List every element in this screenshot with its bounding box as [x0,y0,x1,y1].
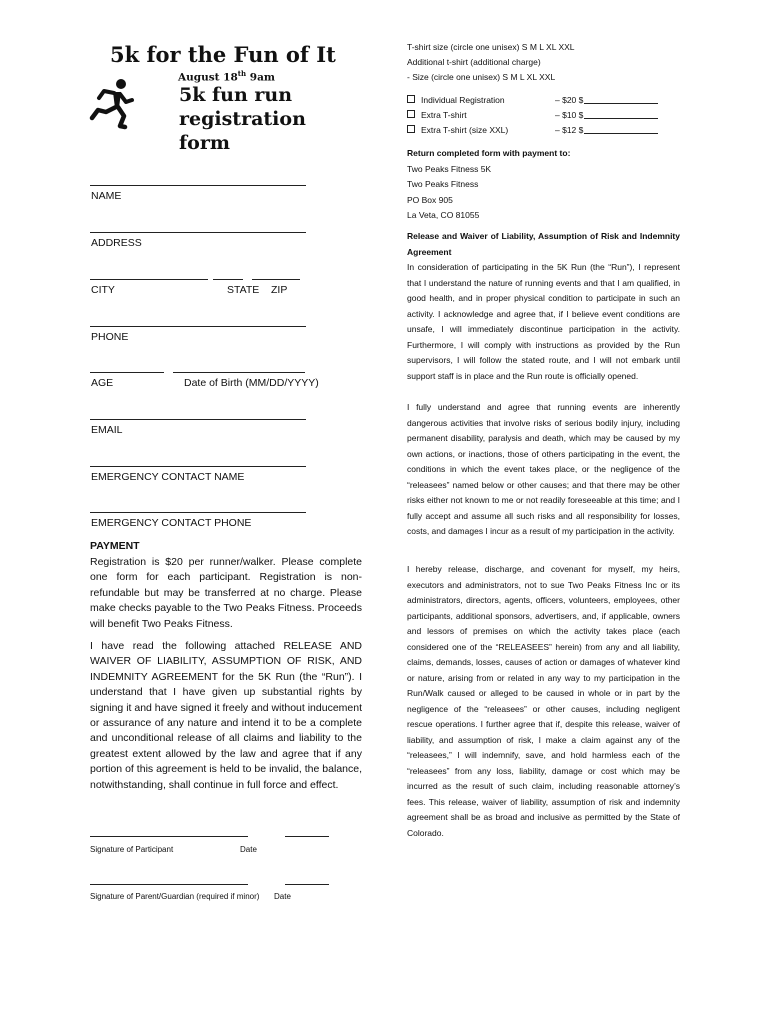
participant-signature-line[interactable] [90,836,248,837]
tshirt-size-line: T-shirt size (circle one unisex) S M L XL XXL [407,42,575,52]
additional-tshirt-size-line: - Size (circle one unisex) S M L XL XXL [407,72,556,82]
return-line-2: Two Peaks Fitness [407,179,479,189]
payment-heading: PAYMENT [90,540,140,552]
emergency-name-input-line[interactable] [90,466,306,467]
name-input-line[interactable] [90,185,306,186]
checkbox-icon[interactable] [407,95,415,103]
waiver-paragraph-2: I fully understand and agree that running events are inherently dangerous activities that involve risks of serious bodily injury, including permanent disability, paralysis and death, which may be caused by my own actions, or inactions, those of others participating in the event, the conditions in which the event takes place, or the negligence of the “releasees” named below or other causes; and that there may be other risks either not known to me or not readily foreseeable at this time; and I fully accept and assume all such risks and all responsibility for losses, costs, and damages I incur as a result of my participation in the activity. [407,402,680,536]
guardian-date-label: Date [274,892,291,901]
subtitle-line-2: registration [179,108,306,130]
return-line-4: La Veta, CO 81055 [407,210,480,220]
emergency-name-label: EMERGENCY CONTACT NAME [91,471,245,483]
option-price: – $20 $ [555,95,658,105]
participant-signature-label: Signature of Participant [90,845,174,854]
emergency-phone-input-line[interactable] [90,512,306,513]
waiver-paragraph-1: In consideration of participating in the 5K Run (the “Run”), I represent that I understand the nature of running events and that I am qualified, in good health, and in proper physical condition to participate in such an activity. I acknowledge and agree that, if I believe event conditions are unsafe, I will immediately discontinue participation in the activity. Furthermore, I will comply with instructions as provided by the Run supervisors, I will follow the stated route, and I will not embark until support staff is in place and the Run route is officially opened. [407,262,680,381]
amount-blank[interactable] [584,125,658,134]
address-label: ADDRESS [91,237,142,249]
option-extra-tshirt-xxl[interactable] [407,125,584,137]
state-input-line[interactable] [213,279,243,280]
age-label: AGE [91,377,114,389]
checkbox-icon[interactable] [407,125,415,133]
event-date-suffix: th [237,69,247,78]
event-title: 5k for the Fun of It [110,42,336,67]
email-label: EMAIL [91,424,123,436]
guardian-date-line[interactable] [285,884,329,885]
option-label: Extra T-shirt (size XXL) [421,125,509,135]
email-input-line[interactable] [90,419,306,420]
zip-input-line[interactable] [252,279,300,280]
form-subtitle [179,83,349,155]
amount-blank[interactable] [584,110,658,119]
waiver-paragraph-3: I hereby release, discharge, and covenant for myself, my heirs, executors and administrators, not to sue Two Peaks Fitness Inc or its administrators, directors, agents, officers, volunteers, employees, other participants, additional sponsors, advertisers, and, if applicable, owners and lessors of premises on which the activity takes place (each considered one of the “RELEASEES” herein) from any and all liability, claims, demands, losses, causes of action or damages of whatever kind or nature, arising from or related in any way to my participation in the Run/Walk caused or alleged to be caused in whole or in part by the negligence of the “releasees” or other causes, including negligent rescue operations. I further agree that if, despite this release, waiver of liability, and assumption of risk, I make a claim against any of the “releasees,” I will indemnify, save, and hold harmless each of the “releasees” from any loss, liability, damage or cost which may be incurred as the result of such claim, including reasonable attorney’s fees. This release, waiver of liability, assumption of risk and indemnity agreement shall be as broad and inclusive as permitted by the State of Colorado. [407,564,680,838]
dob-label: Date of Birth (MM/DD/YYYY) [184,377,319,389]
emergency-phone-label: EMERGENCY CONTACT PHONE [91,517,252,529]
option-price: – $10 $ [555,110,658,120]
city-label: CITY [91,284,115,296]
subtitle-line-3: form [179,132,230,154]
phone-input-line[interactable] [90,326,306,327]
option-label: Individual Registration [421,95,505,105]
option-individual-registration[interactable] [407,95,584,107]
event-date [178,69,275,84]
option-extra-tshirt[interactable] [407,110,584,122]
event-date-day: August 18 [178,71,238,84]
subtitle-line-1: 5k fun run [179,84,293,106]
phone-label: PHONE [91,331,129,343]
return-heading: Return completed form with payment to: [407,148,571,158]
runner-icon [88,78,136,130]
name-label: NAME [91,190,122,202]
agreement-text: I have read the following attached RELEASE AND WAIVER OF LIABILITY, ASSUMPTION OF RISK, AND INDEMNITY AGREEMENT for the 5K Run (the “Run”). I understand that I have given up substantial rights by signing it and have signed it freely and without inducement or assurance of any nature and intend it to be a complete and unconditional release of all claims and liability to the greatest extent allowed by the law and agree that if any portion of this agreement is held to be invalid, the balance, notwithstanding, shall continue in full force and effect. [90,640,363,791]
amount-blank[interactable] [584,95,658,104]
state-label: STATE [227,284,260,296]
zip-label: ZIP [271,284,288,296]
option-price: – $12 $ [555,125,658,135]
city-input-line[interactable] [90,279,208,280]
additional-tshirt-line: Additional t-shirt (additional charge) [407,57,541,67]
guardian-signature-line[interactable] [90,884,248,885]
address-input-line[interactable] [90,232,306,233]
return-line-3: PO Box 905 [407,195,453,205]
option-label: Extra T-shirt [421,110,467,120]
checkbox-icon[interactable] [407,110,415,118]
event-date-time: 9am [246,71,275,84]
participant-date-line[interactable] [285,836,329,837]
age-input-line[interactable] [90,372,164,373]
participant-date-label: Date [240,845,257,854]
dob-input-line[interactable] [173,372,305,373]
guardian-signature-label: Signature of Parent/Guardian (required if minor) [90,892,260,901]
payment-text: Registration is $20 per runner/walker. Please complete one form for each participant. Registration is non-refundable but may be transferred at no charge. Please make checks payable to the Two Peaks Fitness. Proceeds will benefit Two Peaks Fitness. [90,556,362,630]
return-line-1: Two Peaks Fitness 5K [407,164,492,174]
waiver-heading: Release and Waiver of Liability, Assumption of Risk and Indemnity Agreement [407,231,680,257]
